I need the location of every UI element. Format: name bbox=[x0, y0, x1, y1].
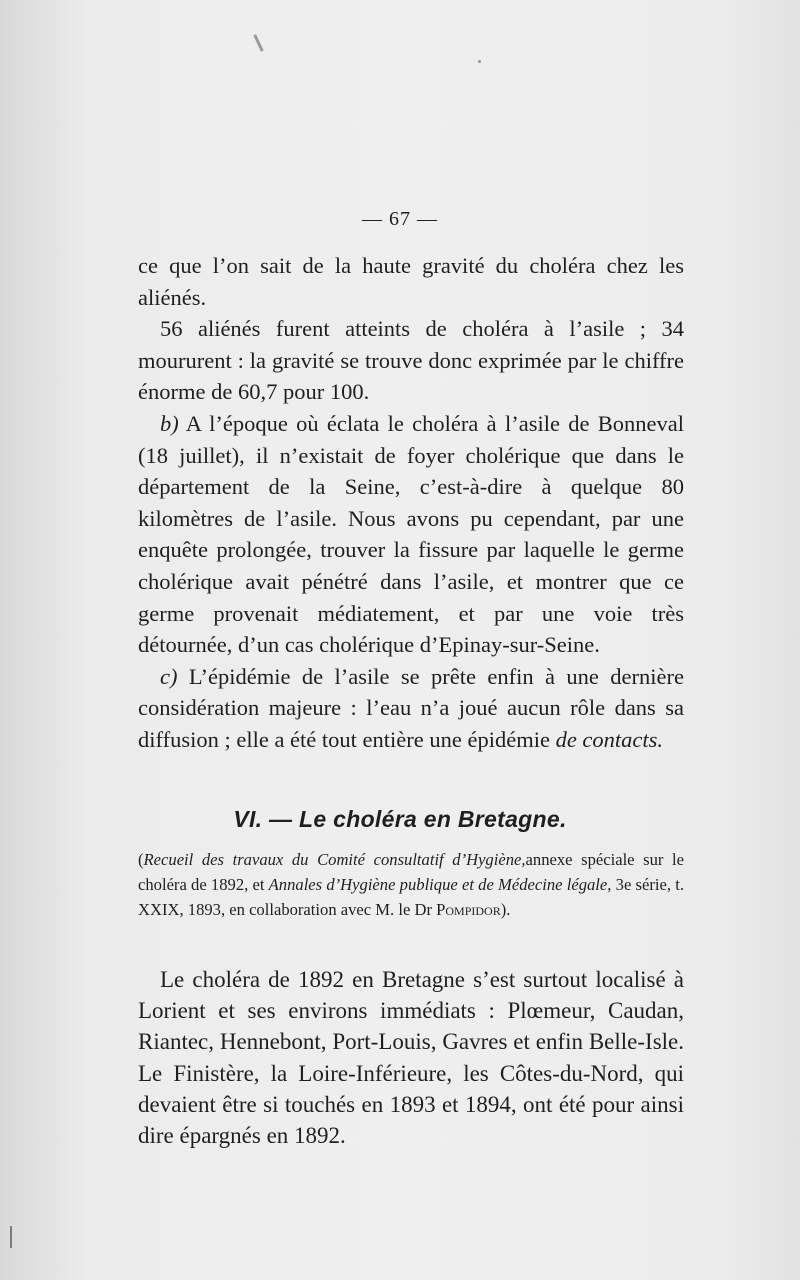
paragraph-marker: c) bbox=[160, 663, 178, 689]
ink-speck bbox=[253, 34, 263, 52]
page-number: — 67 — bbox=[362, 208, 438, 230]
margin-mark bbox=[10, 1226, 12, 1248]
section-body-text bbox=[138, 964, 684, 1151]
collaborator-name: Pompidor bbox=[436, 899, 501, 919]
ink-dot bbox=[478, 60, 481, 63]
paragraph-text: Le choléra de 1892 en Bretagne s’est surtout localisé à Lorient et ses environs immédiats : Plœmeur, Caudan, Riantec, Hennebont, Port-Louis, Gavres et enfin Belle-Isle. Le Finistère, la Loire-Inférieure, les Côtes-du-Nord, qui devaient être si touchés en 1893 et 1894, ont été pour ainsi dire épargnés en 1892. bbox=[138, 967, 684, 1149]
paragraph-marker: b) bbox=[160, 410, 179, 436]
paragraph-text: A l’époque où éclata le choléra à l’asile de Bonneval (18 juillet), il n’existait de foyer cholérique que dans le département de la Seine, c’est-à-dire à quelque 80 kilomètres de l’asile. Nous avons pu cependant, par une enquête prolongée, trouver la fissure par laquelle le germe cholérique avait pénétré dans l’asile, et montrer que ce germe provenait médiatement, et par une voie très détournée, d’un cas cholérique d’Epinay-sur-Seine. bbox=[138, 410, 684, 658]
source-open-paren: ( bbox=[138, 850, 144, 869]
paragraph-text: 56 aliénés furent atteints de choléra à l’asile ; 34 moururent : la gravité se trouve donc exprimée par le chiffre énorme de 60,7 pour 100. bbox=[138, 316, 684, 405]
source-text-2: 3e série, t. XXIX, 1893, en collaboration avec M. le Dr bbox=[138, 874, 684, 919]
paragraph-text: L’épidémie de l’asile se prête enfin à une dernière considération majeure : l’eau n’a joué aucun rôle dans sa diffusion ; elle a été tout entière une épidémie bbox=[138, 663, 684, 752]
source-note bbox=[138, 848, 684, 922]
paragraph-bretagne bbox=[138, 964, 684, 1151]
paragraph-italic-text: de contacts. bbox=[555, 726, 664, 752]
source-title-2: Annales d’Hygiène publique et de Médecine légale, bbox=[268, 874, 612, 894]
source-text-1: annexe spéciale sur le choléra de 1892, et bbox=[138, 850, 685, 894]
paragraph-b bbox=[138, 408, 684, 661]
section-heading: VI. — Le choléra en Bretagne. bbox=[233, 806, 567, 832]
source-close: ). bbox=[500, 899, 511, 919]
paragraph-continuation bbox=[138, 250, 684, 313]
paragraph-text: ce que l’on sait de la haute gravité du choléra chez les aliénés. bbox=[138, 253, 684, 310]
main-text-block bbox=[138, 250, 684, 756]
paragraph-c bbox=[138, 661, 684, 756]
paragraph-statistics bbox=[138, 313, 684, 408]
source-title-1: Recueil des travaux du Comité consultatif d’Hygiène, bbox=[143, 850, 526, 869]
